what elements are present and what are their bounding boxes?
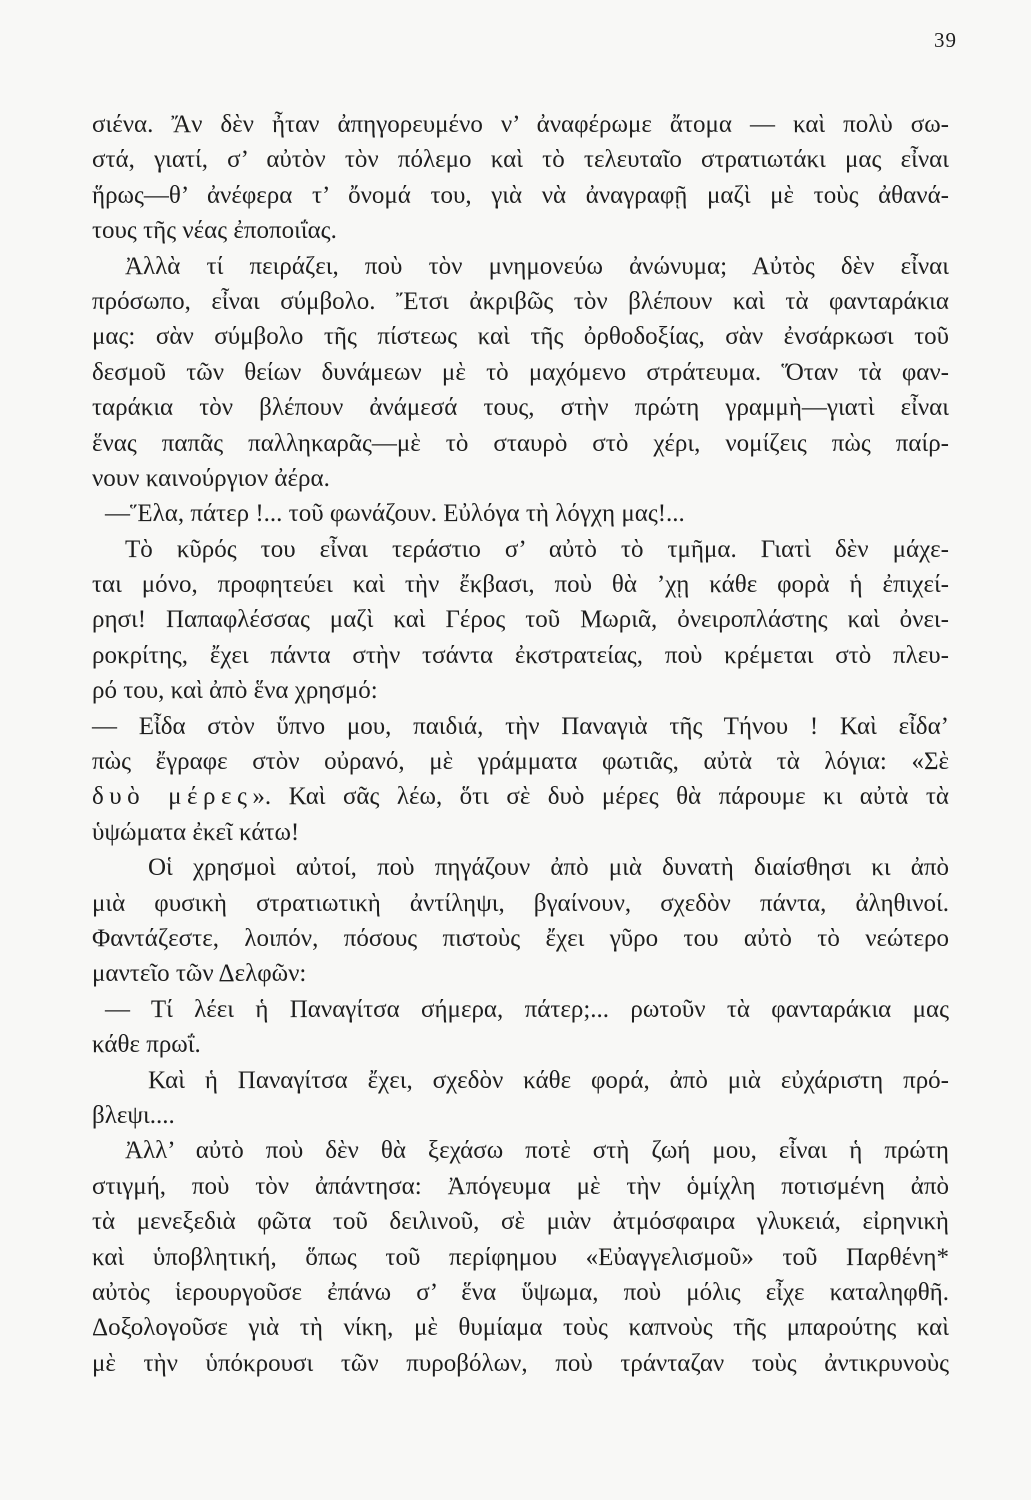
dialogue-paragraph xyxy=(92,992,949,1063)
text-line xyxy=(92,779,949,814)
text-line: ρό του, καὶ ἀπὸ ἕνα χρησμό: xyxy=(92,677,378,705)
text-line: ἕνας παπᾶς παλληκαρᾶς—μὲ τὸ σταυρὸ στὸ χέρι, νομίζεις πὼς παίρ- xyxy=(92,429,949,457)
text-line: ται μόνο, προφητεύει καὶ τὴν ἔκβασι, ποὺ θὰ ’χῃ κάθε φορὰ ἡ ἐπιχεί- xyxy=(92,571,949,599)
emphasis-spaced-text: δυὸ μέρες xyxy=(92,783,253,811)
text-line: δεσμοῦ τῶν θείων δυνάμεων μὲ τὸ μαχόμενο στράτευμα. Ὅταν τὰ φαν- xyxy=(92,358,949,386)
text-line: — Τί λέει ἡ Παναγίτσα σήμερα, πάτερ;... ρωτοῦν τὰ φανταράκια μας xyxy=(105,995,949,1023)
text-line: σιένα. Ἄν δὲν ἦταν ἀπηγορευμένο ν’ ἀναφέρωμε ἄτομα — καὶ πολὺ σω- xyxy=(92,111,949,138)
text-line: ρησι! Παπαφλέσσας μαζὶ καὶ Γέρος τοῦ Μωριᾶ, ὀνειροπλάστης καὶ ὀνει- xyxy=(92,606,949,634)
text-line: αὐτὸς ἱερουργοῦσε ἐπάνω σ’ ἕνα ὕψωμα, ποὺ μόλις εἶχε καταληφθῆ. xyxy=(92,1278,949,1306)
text-line: καὶ ὑποβλητική, ὅπως τοῦ περίφημου «Εὐαγγελισμοῦ» τοῦ Παρθένη* xyxy=(92,1243,949,1271)
page-number: 39 xyxy=(934,28,957,52)
text-line: τὰ μενεξεδιὰ φῶτα τοῦ δειλινοῦ, σὲ μιὰν ἀτμόσφαιρα γλυκειά, εἰρηνικὴ xyxy=(92,1208,949,1236)
text-line: Οἱ χρησμοὶ αὐτοί, ποὺ πηγάζουν ἀπὸ μιὰ δυνατὴ διαίσθησι κι ἀπὸ xyxy=(148,854,949,882)
paragraph xyxy=(92,532,949,709)
body-text xyxy=(92,107,949,1381)
text-line: πρόσωπο, εἶναι σύμβολο. Ἔτσι ἀκριβῶς τὸν βλέπουν καὶ τὰ φανταράκια xyxy=(92,287,949,315)
paragraph xyxy=(92,107,949,249)
text-line-rest: ». Καὶ σᾶς λέω, ὅτι σὲ δυὸ μέρες θὰ πάρουμε κι αὐτὰ τὰ xyxy=(252,783,949,811)
paragraph xyxy=(92,1133,949,1381)
text-line: Τὸ κῦρός του εἶναι τεράστιο σ’ αὐτὸ τὸ τμῆμα. Γιατὶ δὲν μάχε- xyxy=(125,535,949,563)
text-line: μαντεῖο τῶν Δελφῶν: xyxy=(92,960,307,988)
text-line: μὲ τὴν ὑπόκρουσι τῶν πυροβόλων, ποὺ τράνταζαν τοὺς ἀντικρυνοὺς xyxy=(92,1349,949,1377)
text-line: νουν καινούργιον ἀέρα. xyxy=(92,464,330,492)
text-line: τους τῆς νέας ἐποποιΐας. xyxy=(92,217,337,245)
text-line: Καὶ ἡ Παναγίτσα ἔχει, σχεδὸν κάθε φορά, ἀπὸ μιὰ εὐχάριστη πρό- xyxy=(148,1066,949,1094)
text-line: — Εἶδα στὸν ὕπνο μου, παιδιά, τὴν Παναγιὰ τῆς Τήνου ! Καὶ εἶδα’ xyxy=(92,712,949,740)
text-line: Φαντάζεστε, λοιπόν, πόσους πιστοὺς ἔχει γῦρο του αὐτὸ τὸ νεώτερο xyxy=(92,924,949,952)
text-line: στά, γιατί, σ’ αὐτὸν τὸν πόλεμο καὶ τὸ τελευταῖο στρατιωτάκι μας εἶναι xyxy=(92,146,949,174)
paragraph xyxy=(92,249,949,497)
text-line: Ἀλλὰ τί πειράζει, ποὺ τὸν μνημονεύω ἀνώνυμα; Αὐτὸς δὲν εἶναι xyxy=(125,252,949,280)
text-line: Ἀλλ’ αὐτὸ ποὺ δὲν θὰ ξεχάσω ποτὲ στὴ ζωή μου, εἶναι ἡ πρώτη xyxy=(125,1137,949,1165)
text-line: μιὰ φυσικὴ στρατιωτικὴ ἀντίληψι, βγαίνουν, σχεδὸν πάντα, ἀληθινοί. xyxy=(92,889,949,917)
text-line: μας: σὰν σύμβολο τῆς πίστεως καὶ τῆς ὀρθοδοξίας, σὰν ἐνσάρκωσι τοῦ xyxy=(92,323,949,351)
dialogue-paragraph xyxy=(92,709,949,851)
text-line: βλεψι.... xyxy=(92,1101,175,1129)
text-line: ἥρως—θ’ ἀνέφερα τ’ ὄνομά του, γιὰ νὰ ἀναγραφῇ μαζὶ μὲ τοὺς ἀθανά- xyxy=(92,181,949,209)
dialogue-paragraph xyxy=(92,496,949,531)
text-line: ροκρίτης, ἔχει πάντα στὴν τσάντα ἐκστρατείας, ποὺ κρέμεται στὸ πλευ- xyxy=(92,641,949,669)
text-line: ὑψώματα ἐκεῖ κάτω! xyxy=(92,818,300,846)
text-line: κάθε πρωΐ. xyxy=(92,1031,201,1059)
text-line: —Ἕλα, πάτερ !... τοῦ φωνάζουν. Εὐλόγα τὴ λόγχη μας!... xyxy=(105,500,685,528)
text-line: στιγμή, ποὺ τὸν ἀπάντησα: Ἀπόγευμα μὲ τὴν ὁμίχλη ποτισμένη ἀπὸ xyxy=(92,1172,949,1200)
text-line: ταράκια τὸν βλέπουν ἀνάμεσά τους, στὴν πρώτη γραμμὴ—γιατὶ εἶναι xyxy=(92,394,949,422)
text-line: Δοξολογοῦσε γιὰ τὴ νίκη, μὲ θυμίαμα τοὺς καπνοὺς τῆς μπαρούτης καὶ xyxy=(92,1314,949,1342)
paragraph xyxy=(92,1063,949,1134)
paragraph xyxy=(92,850,949,992)
text-line: πὼς ἔγραφε στὸν οὐρανό, μὲ γράμματα φωτιᾶς, αὐτὰ τὰ λόγια: «Σὲ xyxy=(92,748,949,776)
